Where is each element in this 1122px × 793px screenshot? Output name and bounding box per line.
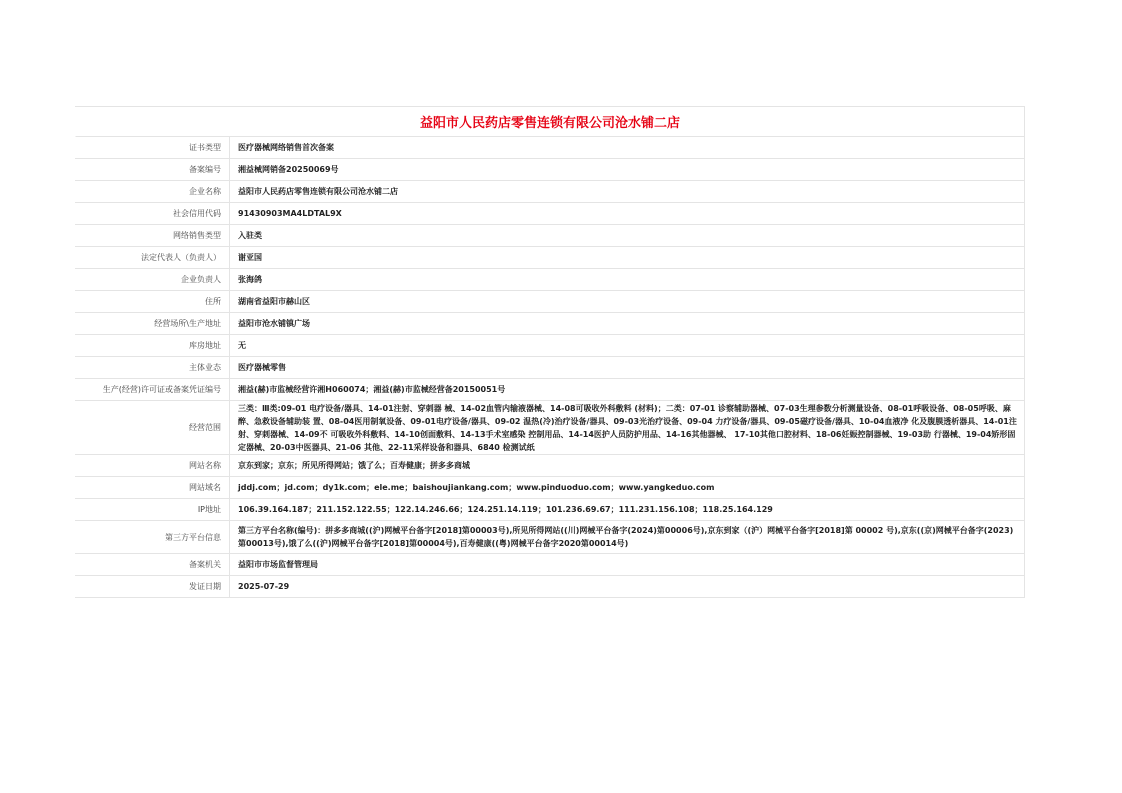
field-label: 网站域名 <box>75 477 230 499</box>
table-row-third-party-platforms <box>75 521 1025 554</box>
page-title: 益阳市人民药店零售连锁有限公司沧水铺二店 <box>419 116 680 131</box>
table-row-sales-type <box>75 225 1025 247</box>
field-label: 发证日期 <box>75 576 230 598</box>
field-label: 生产(经营)许可证或备案凭证编号 <box>75 379 230 401</box>
table-row-license-number <box>75 379 1025 401</box>
field-value: 医疗器械零售 <box>230 357 1025 379</box>
table-row-business-scope <box>75 401 1025 455</box>
field-value: 湖南省益阳市赫山区 <box>230 291 1025 313</box>
table-row-ip-addresses <box>75 499 1025 521</box>
field-value: 无 <box>230 335 1025 357</box>
field-label: IP地址 <box>75 499 230 521</box>
field-label: 备案机关 <box>75 554 230 576</box>
table-row-issue-date <box>75 576 1025 598</box>
field-label: 主体业态 <box>75 357 230 379</box>
field-label: 库房地址 <box>75 335 230 357</box>
table-row-certificate-type <box>75 137 1025 159</box>
table-row-credit-code <box>75 203 1025 225</box>
table-row-company-name <box>75 181 1025 203</box>
field-label: 经营范围 <box>75 401 230 455</box>
field-value: 医疗器械网络销售首次备案 <box>230 137 1025 159</box>
field-value: 湘益械网销备20250069号 <box>230 159 1025 181</box>
table-row-warehouse-address <box>75 335 1025 357</box>
table-row-website-domains <box>75 477 1025 499</box>
field-label: 网站名称 <box>75 455 230 477</box>
record-document <box>75 106 1025 598</box>
field-value: 第三方平台名称(编号)：拼多多商城((沪)网械平台备字[2018]第00003号),所见所得网站((川)网械平台备字(2024)第00006号),京东到家（(沪）网械平台备字[2018]第 00002 号),京东((京)网械平台备字(2023)第00013号),饿了么((沪)网械平台备字[2018]第00004号),百寿健康((粤)网械平台备字2020第00014号) <box>230 521 1025 554</box>
record-table-body <box>75 137 1025 598</box>
table-row-company-head <box>75 269 1025 291</box>
field-value: 91430903MA4LDTAL9X <box>230 203 1025 225</box>
field-value: 益阳市沧水铺镇广场 <box>230 313 1025 335</box>
table-row-legal-representative <box>75 247 1025 269</box>
field-label: 法定代表人（负责人） <box>75 247 230 269</box>
table-row-filing-number <box>75 159 1025 181</box>
field-value: jddj.com；jd.com；dy1k.com；ele.me；baishoujiankang.com；www.pinduoduo.com；www.yangkeduo.com <box>230 477 1025 499</box>
field-value: 京东到家；京东；所见所得网站；饿了么；百寿健康；拼多多商城 <box>230 455 1025 477</box>
field-value: 益阳市市场监督管理局 <box>230 554 1025 576</box>
field-value: 2025-07-29 <box>230 576 1025 598</box>
field-label: 经营场所\生产地址 <box>75 313 230 335</box>
field-label: 证书类型 <box>75 137 230 159</box>
field-label: 住所 <box>75 291 230 313</box>
field-value: 张海鸽 <box>230 269 1025 291</box>
table-row-business-address <box>75 313 1025 335</box>
field-label: 企业名称 <box>75 181 230 203</box>
field-label: 第三方平台信息 <box>75 521 230 554</box>
field-label: 备案编号 <box>75 159 230 181</box>
field-label: 社会信用代码 <box>75 203 230 225</box>
field-value: 益阳市人民药店零售连锁有限公司沧水铺二店 <box>230 181 1025 203</box>
table-row-filing-authority <box>75 554 1025 576</box>
record-table <box>75 137 1025 598</box>
table-row-domicile <box>75 291 1025 313</box>
field-value: 湘益(赫)市监械经营许湘H060074；湘益(赫)市监械经营备20150051号 <box>230 379 1025 401</box>
field-value: 三类：Ⅲ类:09-01 电疗设备/器具、14-01注射、穿刺器 械、14-02血管内输液器械、14-08可吸收外科敷料 (材料)；二类：07-01 诊察辅助器械、07-03生理参数分析测量设备、08-01呼吸设备、08-05呼吸、麻醉、急救设备辅助装 置、08-04医用制氧设备、09-01电疗设备/器具、09-02 温热(冷)治疗设备/器具、09-03光治疗设备、09-04 力疗设备/器具、09-05磁疗设备/器具、10-04血液净 化及腹膜透析器具、14-01注射、穿刺器械、14-09不 可吸收外科敷料、14-10创面敷料、14-13手术室感染 控制用品、14-14医护人员防护用品、14-16其他器械、 17-10其他口腔材料、18-06妊娠控制器械、19-03助 行器械、19-04矫形固定器械、20-03中医器具、21-06 其他、22-11采样设备和器具、6840 检测试纸 <box>230 401 1025 455</box>
field-label: 网络销售类型 <box>75 225 230 247</box>
field-value: 谢亚国 <box>230 247 1025 269</box>
title-row <box>75 107 1025 137</box>
table-row-website-names <box>75 455 1025 477</box>
table-row-business-format <box>75 357 1025 379</box>
field-value: 106.39.164.187；211.152.122.55；122.14.246.66；124.251.14.119；101.236.69.67；111.231.156.108；118.25.164.129 <box>230 499 1025 521</box>
field-value: 入驻类 <box>230 225 1025 247</box>
field-label: 企业负责人 <box>75 269 230 291</box>
